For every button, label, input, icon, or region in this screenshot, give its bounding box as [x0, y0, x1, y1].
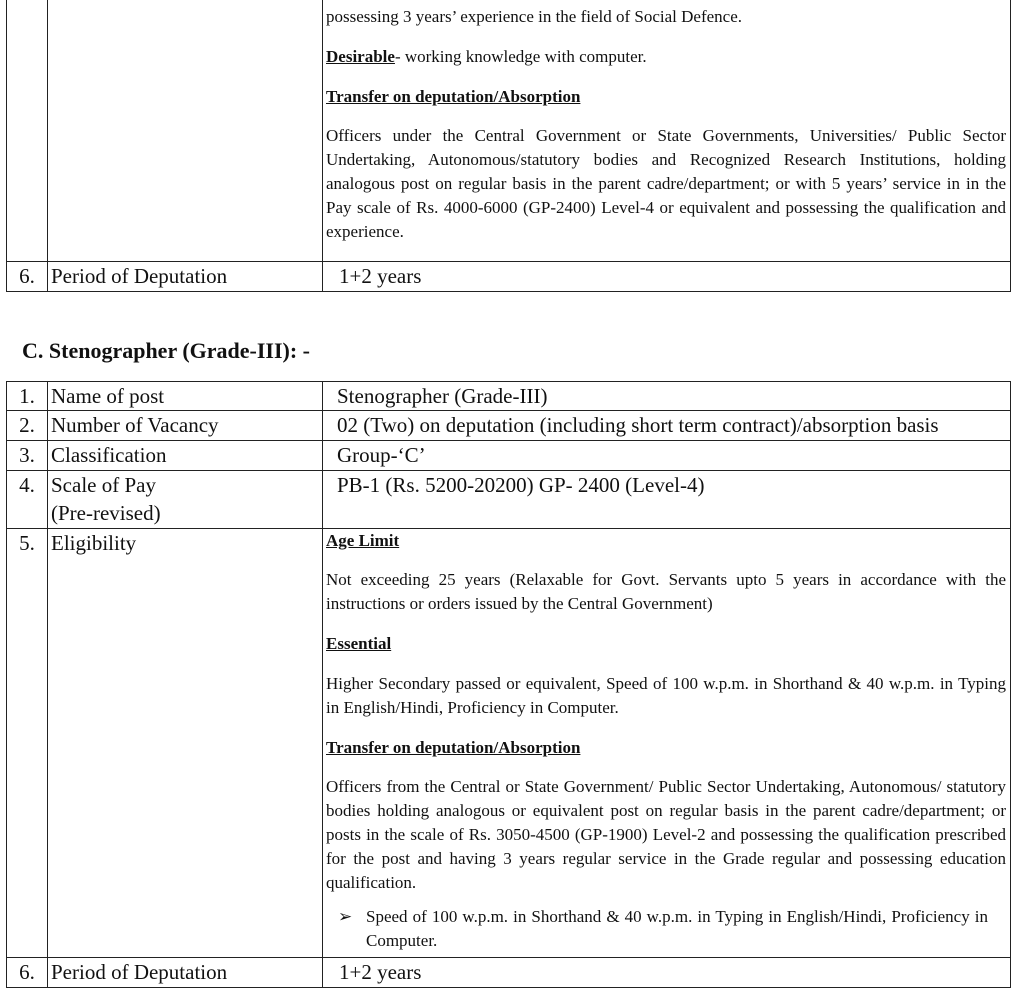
table-a: [6, 0, 1011, 292]
scale-label: Scale of Pay: [51, 473, 156, 497]
bullet-text: Speed of 100 w.p.m. in Shorthand & 40 w.p.m. in Typing in English/Hindi, Proficiency in Computer.: [366, 907, 988, 950]
table-row: [7, 529, 1011, 958]
row-number: 3.: [7, 441, 48, 471]
label-cell: [48, 0, 323, 262]
row-value: 02 (Two) on deputation (including short term contract)/absorption basis: [323, 411, 1011, 441]
transfer-text: Officers under the Central Government or State Governments, Universities/ Public Sector Undertaking, Autonomous/statutory bodies and Recognized Research Institutions, holding analogous post on regular basis in the parent cadre/department; or with 5 years’ service in in the Pay scale of Rs. 4000-6000 (GP-2400) Level-4 or equivalent and possessing the qualification and experience.: [326, 126, 1006, 241]
row-label: Name of post: [48, 382, 323, 411]
row-label: [48, 471, 323, 529]
row-label: Period of Deputation: [48, 262, 323, 292]
table-row: [7, 382, 1011, 411]
row-label: Period of Deputation: [48, 958, 323, 988]
table-row: [7, 958, 1011, 988]
row-number: 6.: [7, 958, 48, 988]
table-c: [6, 381, 1011, 988]
scale-label-sub: (Pre-revised): [51, 501, 161, 525]
desirable-text: - working knowledge with computer.: [394, 47, 647, 66]
age-limit-heading: Age Limit: [326, 531, 400, 550]
row-label: Eligibility: [48, 529, 323, 958]
table-row: [7, 441, 1011, 471]
essential-heading: Essential: [326, 634, 392, 653]
row-label: Number of Vacancy: [48, 411, 323, 441]
transfer-heading: Transfer on deputation/Absorption: [326, 87, 581, 106]
row-value: PB-1 (Rs. 5200-20200) GP- 2400 (Level-4): [323, 471, 1011, 529]
row-number: 6.: [7, 262, 48, 292]
eligibility-cell: [323, 0, 1011, 262]
transfer-text: Officers from the Central or State Government/ Public Sector Undertaking, Autonomous/ statutory bodies holding analogous or equivalent post on regular basis in the parent cadre/department; or posts in the scale of Rs. 3050-4500 (GP-1900) Level-2 and possessing the qualification prescribed for the post and having 3 years regular service in the Grade regular and possessing education qualification.: [326, 777, 1006, 892]
row-value: Stenographer (Grade-III): [323, 382, 1011, 411]
desirable-line: [326, 45, 1006, 69]
table-row: [7, 0, 1011, 262]
table-row: [7, 411, 1011, 441]
list-item: [338, 905, 1006, 953]
arrow-bullet-icon: ➢: [338, 907, 353, 926]
num-cell: [7, 0, 48, 262]
transfer-heading: Transfer on deputation/Absorption: [326, 738, 581, 757]
row-number: 4.: [7, 471, 48, 529]
experience-text: possessing 3 years’ experience in the field of Social Defence.: [326, 7, 743, 26]
row-value: Group-‘C’: [323, 441, 1011, 471]
row-label: Classification: [48, 441, 323, 471]
table-row: [7, 262, 1011, 292]
row-value: 1+2 years: [323, 262, 1011, 292]
desirable-heading: Desirable: [326, 47, 395, 66]
table-row: [7, 471, 1011, 529]
row-value: 1+2 years: [323, 958, 1011, 988]
essential-text: Higher Secondary passed or equivalent, Speed of 100 w.p.m. in Shorthand & 40 w.p.m. in Typing in English/Hindi, Proficiency in Computer.: [326, 674, 1006, 717]
row-number: 2.: [7, 411, 48, 441]
section-title: C. Stenographer (Grade-III): -: [22, 338, 311, 363]
row-number: 1.: [7, 382, 48, 411]
eligibility-cell: [323, 529, 1011, 958]
age-limit-text: Not exceeding 25 years (Relaxable for Govt. Servants upto 5 years in accordance with the instructions or orders issued by the Central Government): [326, 570, 1006, 613]
row-number: 5.: [7, 529, 48, 958]
